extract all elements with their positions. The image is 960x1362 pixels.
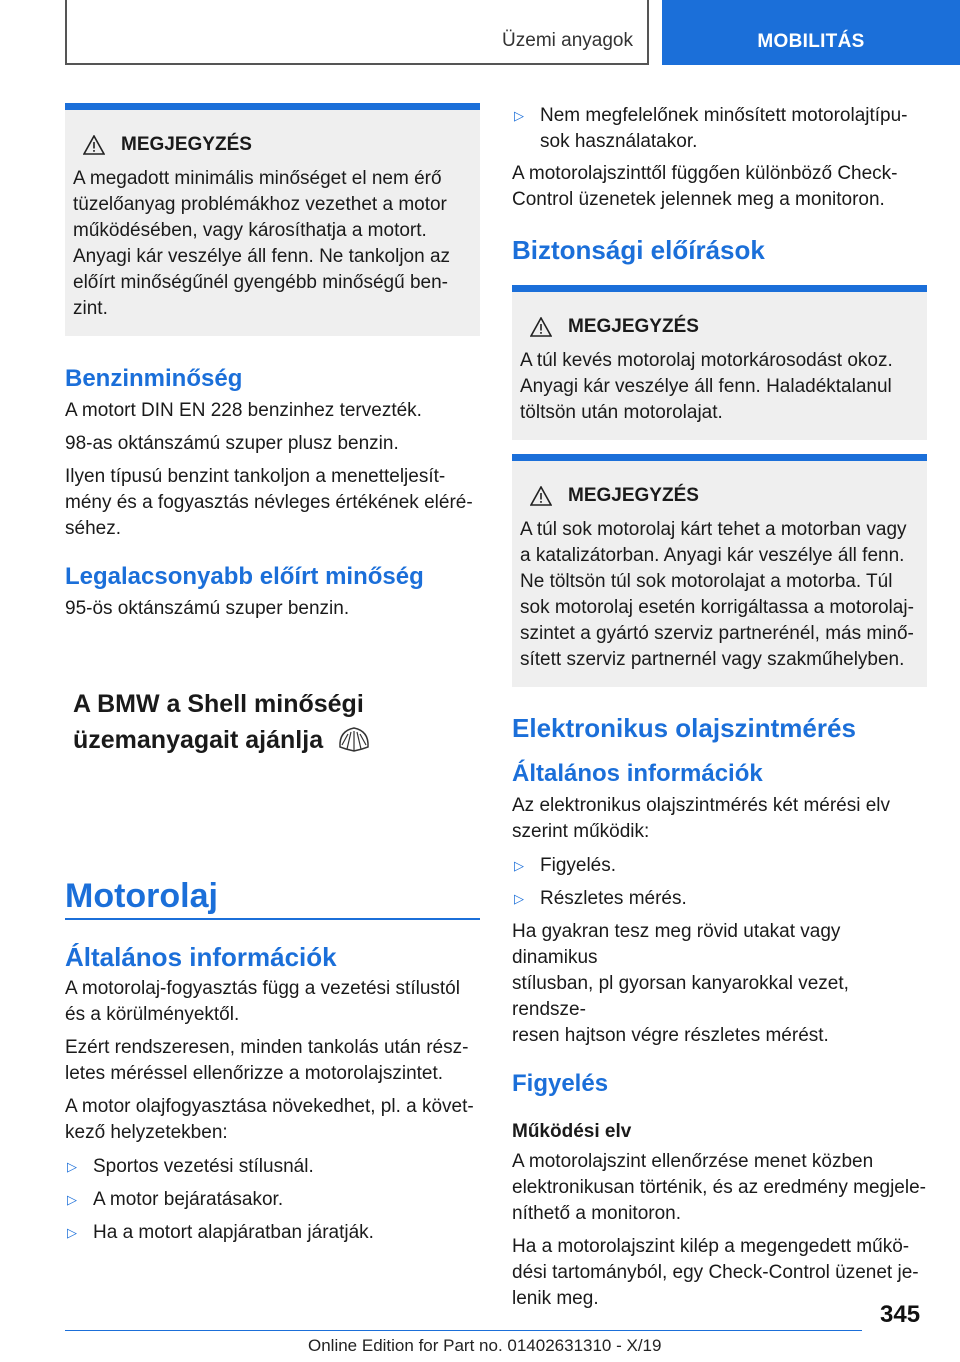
shell-logo-icon (337, 725, 371, 755)
warning-icon (83, 135, 105, 155)
list-item: ▷ Részletes mérés. (512, 886, 927, 912)
list-item: ▷ Figyelés. (512, 853, 927, 879)
motorolaj-paragraph: A motor olajfogyasztása növekedhet, pl. a követ- (65, 1096, 474, 1117)
note-line: tüzelőanyag problémákhoz vezethet a motor (73, 194, 447, 215)
gyakran-paragraph: stílusban, pl gyorsan kanyarokkal vezet, rendsze- (512, 973, 849, 1020)
note-minoseg (65, 103, 480, 336)
note-line: Anyagi kár veszélye áll fenn. Haladéktalanul (520, 376, 892, 397)
triangle-bullet-icon: ▷ (514, 108, 524, 123)
bmw-shell-line-2 (65, 722, 480, 758)
note-line: a katalizátorban. Anyagi kár veszélye áll fenn. (520, 545, 905, 566)
note-label: MEGJEGYZÉS (568, 316, 699, 337)
header-section-box (65, 0, 649, 65)
note-tul-keves (512, 285, 927, 440)
kilep-paragraph: lenik meg. (512, 1288, 599, 1309)
elektronikus-heading: Elektronikus olajszintmérés (512, 713, 856, 743)
altalanos-heading-right: Általános információk (512, 760, 763, 787)
elv-paragraph: Az elektronikus olajszintmérés két mérési elv (512, 795, 891, 816)
triangle-bullet-icon: ▷ (514, 891, 524, 906)
elv-paragraph: szerint működik: (512, 821, 650, 842)
check-control-paragraph: Control üzenetek jelennek meg a monitoron. (512, 189, 885, 210)
benzin-paragraph: 98-as oktánszámú szuper plusz benzin. (65, 433, 399, 454)
mukodesi-heading: Működési elv (512, 1121, 632, 1142)
kilep-paragraph: Ha a motorolajszint kilép a megengedett műkö- (512, 1236, 910, 1257)
note-line: szintet a gyártó szerviz partnerénél, más minő- (520, 623, 914, 644)
triangle-bullet-icon: ▷ (67, 1192, 77, 1207)
footer-edition: Online Edition for Part no. 01402631310 - X/19 (308, 1336, 662, 1355)
triangle-bullet-icon: ▷ (514, 858, 524, 873)
note-line: Anyagi kár veszélye áll fenn. Ne tankoljon az (73, 246, 451, 267)
note-line: működésében, vagy károsíthatja a motort. (73, 220, 427, 241)
motorolaj-paragraph: kező helyzetekben: (65, 1122, 228, 1143)
header-chapter-title: MOBILITÁS (757, 31, 865, 52)
biztonsagi-heading: Biztonsági előírások (512, 235, 765, 265)
benzin-paragraph: Ilyen típusú benzint tankoljon a menetteljesít- (65, 466, 446, 487)
mukodesi-paragraph: A motorolajszint ellenőrzése menet közben (512, 1151, 874, 1172)
benzin-heading: Benzinminőség (65, 365, 243, 392)
gyakran-paragraph: resen hajtson végre részletes mérést. (512, 1025, 829, 1046)
motorolaj-paragraph: Ezért rendszeresen, minden tankolás után rész- (65, 1037, 469, 1058)
list-item-continuation: sok használatakor. (540, 131, 698, 152)
header-section-title: Üzemi anyagok (502, 30, 633, 51)
note-line: előírt minőségűnél gyengébb minőségű ben- (73, 272, 448, 293)
motorolaj-paragraph: letes méréssel ellenőrizze a motorolajszintet. (65, 1063, 444, 1084)
triangle-bullet-icon: ▷ (67, 1225, 77, 1240)
right-column (512, 103, 927, 1312)
list-item: ▷ Ha a motort alapjáratban járatják. (65, 1220, 480, 1246)
legalacsonyabb-paragraph: 95-ös oktánszámú szuper benzin. (65, 598, 350, 619)
triangle-bullet-icon: ▷ (67, 1159, 77, 1174)
motorolaj-paragraph: A motorolaj-fogyasztás függ a vezetési stílustól (65, 978, 460, 999)
list-item: ▷ Nem megfelelőnek minősített motorolajtípu- (512, 103, 927, 129)
note-line: A túl sok motorolaj kárt tehet a motorban vagy (520, 519, 907, 540)
motorolaj-title-block (65, 874, 480, 920)
note-label: MEGJEGYZÉS (121, 134, 252, 155)
note-label: MEGJEGYZÉS (568, 485, 699, 506)
benzin-paragraph: mény és a fogyasztás névleges értékének eléré- (65, 492, 473, 513)
header-chapter-tab[interactable] (662, 0, 960, 65)
motorolaj-paragraph: és a körülményektől. (65, 1004, 240, 1025)
mukodesi-paragraph: níthető a monitoron. (512, 1203, 681, 1224)
warning-icon (530, 486, 552, 506)
note-line: A megadott minimális minőséget el nem érő (73, 168, 442, 189)
note-line: zint. (73, 298, 108, 319)
benzin-paragraph: séhez. (65, 518, 121, 539)
list-item: ▷ A motor bejáratásakor. (65, 1187, 480, 1213)
page-number: 345 (880, 1301, 921, 1328)
figyeles-heading: Figyelés (512, 1070, 609, 1097)
motorolaj-heading: Motorolaj (65, 877, 218, 915)
bmw-shell-line: A BMW a Shell minőségi (73, 690, 364, 718)
list-item: ▷ Sportos vezetési stílusnál. (65, 1154, 480, 1180)
altalanos-heading: Általános információk (65, 942, 337, 972)
mukodesi-paragraph: elektronikusan történik, és az eredmény megjele- (512, 1177, 926, 1198)
benzin-paragraph: A motort DIN EN 228 benzinhez tervezték. (65, 400, 422, 421)
note-line: töltsön után motorolajat. (520, 402, 723, 423)
kilep-paragraph: dési tartományból, egy Check-Control üzenet je- (512, 1262, 919, 1283)
check-control-paragraph: A motorolajszinttől függően különböző Check- (512, 163, 898, 184)
note-line: A túl kevés motorolaj motorkárosodást okoz. (520, 350, 893, 371)
left-column (65, 103, 480, 1246)
footer-rule (65, 1330, 862, 1331)
note-line: sok motorolaj esetén korrigáltassa a motorolaj- (520, 597, 914, 618)
bmw-shell-text: üzemanyagait ajánlja (73, 726, 324, 754)
note-tul-sok (512, 454, 927, 687)
note-line: Ne töltsön túl sok motorolajat a motorba. Túl (520, 571, 893, 592)
note-line: sített szerviz partnernél vagy szakműhelyben. (520, 649, 905, 670)
legalacsonyabb-heading: Legalacsonyabb előírt minőség (65, 563, 424, 590)
gyakran-paragraph: Ha gyakran tesz meg rövid utakat vagy dinamikus (512, 921, 841, 968)
warning-icon (530, 317, 552, 337)
